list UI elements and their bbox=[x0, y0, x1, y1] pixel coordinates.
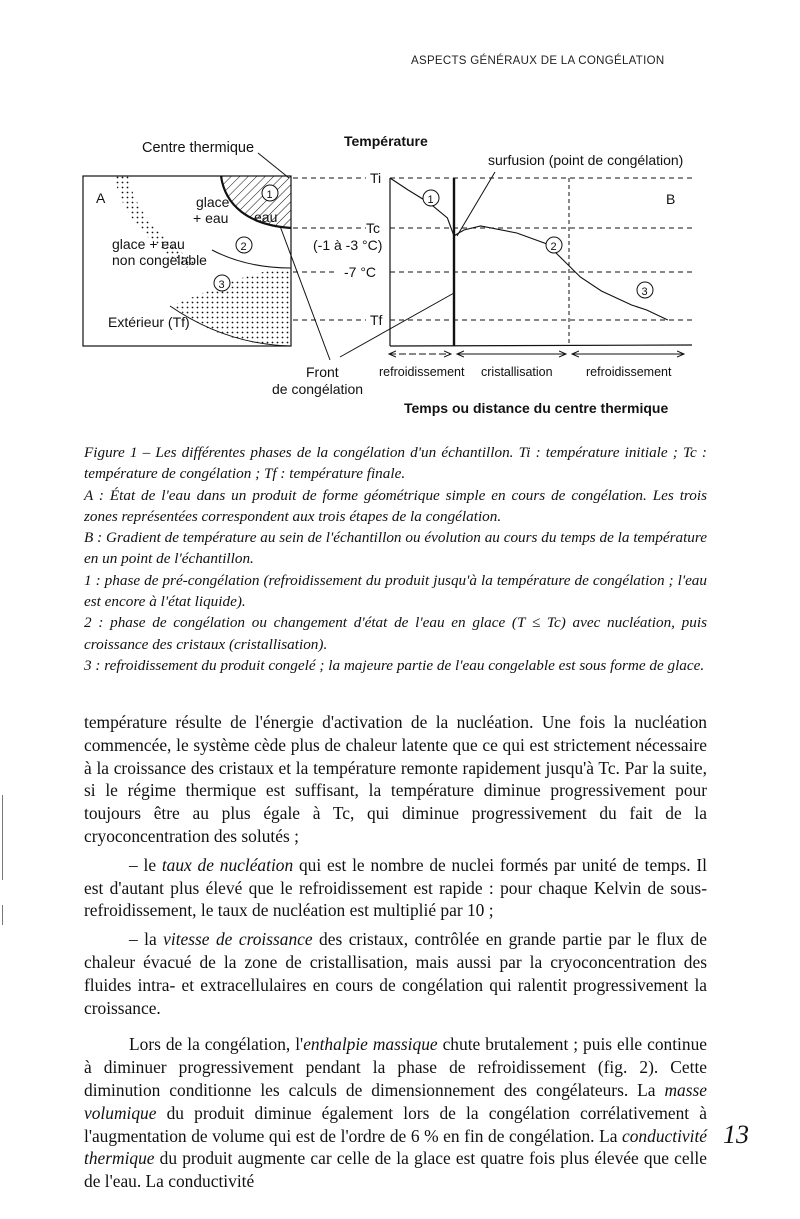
margin-mark bbox=[2, 905, 3, 925]
svg-text:Tc: Tc bbox=[366, 220, 380, 236]
svg-text:1: 1 bbox=[266, 189, 273, 201]
marker-a-3 bbox=[214, 275, 230, 291]
zone-3-region bbox=[173, 268, 291, 346]
panel-a bbox=[83, 140, 454, 397]
svg-text:glace: glace bbox=[196, 194, 230, 210]
front-label-2: de congélation bbox=[272, 381, 364, 397]
svg-text:+ eau: + eau bbox=[193, 210, 229, 226]
marker-b-2 bbox=[546, 237, 562, 253]
svg-text:2: 2 bbox=[550, 241, 557, 253]
caption-2: 2 : phase de congélation ou changement d'état de l'eau en glace (T ≤ Tc) avec nucléation, puis croissance des cristaux (cristallisation). bbox=[84, 614, 707, 653]
svg-text:eau: eau bbox=[254, 209, 278, 225]
front-label: Front bbox=[306, 364, 339, 380]
svg-text:Ti: Ti bbox=[370, 170, 382, 186]
phase-label-3: refroidissement bbox=[586, 365, 672, 379]
figure-caption bbox=[84, 442, 707, 676]
phase-label-2: cristallisation bbox=[481, 365, 553, 379]
panel-b bbox=[379, 152, 692, 416]
x-axis-title: Temps ou distance du centre thermique bbox=[404, 400, 669, 416]
body-text bbox=[84, 711, 707, 1193]
caption-b: B : Gradient de température au sein de l'échantillon ou évolution au cours du temps de la température en un point de l'échantillon. bbox=[84, 529, 707, 568]
svg-text:3: 3 bbox=[218, 279, 225, 291]
marker-a-1 bbox=[262, 185, 278, 201]
running-head: ASPECTS GÉNÉRAUX DE LA CONGÉLATION bbox=[411, 55, 665, 67]
paragraph-2: – le taux de nucléation qui est le nombre de nuclei formés par unité de temps. Il est d'autant plus élevé que le refroidissement est rapide : pour chaque Kelvin de sous-refroidissement, le taux de nucléation est multiplié par 10 ; bbox=[84, 854, 707, 921]
caption-3: 3 : refroidissement du produit congelé ; la majeure partie de l'eau congelable est sous forme de glace. bbox=[84, 656, 705, 674]
x-axis bbox=[390, 345, 692, 346]
svg-text:Extérieur (Tf): Extérieur (Tf) bbox=[108, 314, 190, 330]
surfusion-label: surfusion (point de congélation) bbox=[488, 152, 684, 168]
svg-text:(-1 à -3 °C): (-1 à -3 °C) bbox=[313, 237, 383, 253]
svg-text:Tf: Tf bbox=[370, 312, 383, 328]
caption-1: 1 : phase de pré-congélation (refroidissement du produit jusqu'à la température de congélation ; l'eau est encore à l'état liquide). bbox=[84, 571, 707, 611]
paragraph-4: Lors de la congélation, l'enthalpie massique chute brutalement ; puis elle continue à diminuer progressivement pendant la phase de refroidissement (fig. 2). Cette diminution conditionne les calculs de dimensionnement des congélateurs. La masse volumique du produit diminue également lors de la congélation corrélativement à l'augmentation de volume qui est de l'ordre de 6 % en fin de congélation. La conductivité thermique du produit augmente car celle de la glace est quatre fois plus élevée que celle de l'eau. La conductivité bbox=[84, 1034, 707, 1192]
page-number: 13 bbox=[723, 1120, 749, 1149]
figure-label: Figure 1 bbox=[84, 444, 138, 461]
svg-text:2: 2 bbox=[240, 241, 247, 253]
paragraph-1: température résulte de l'énergie d'activation de la nucléation. Une fois la nucléation commencée, le système cède plus de chaleur latente que ce qui est strictement nécessaire à la croissance des cristaux et la température remonte rapidement jusqu'à Tc. Par la suite, si le régime thermique est suffisant, la température diminue progressivement pour toujours être au plus égale à Tc, qui diminue progressivement du fait de la cryoconcentration des solutés ; bbox=[84, 712, 707, 846]
panel-a-label: A bbox=[96, 190, 106, 206]
svg-text:1: 1 bbox=[427, 194, 434, 206]
svg-text:3: 3 bbox=[641, 286, 648, 298]
margin-mark bbox=[2, 795, 3, 880]
svg-text:glace + eau: glace + eau bbox=[112, 236, 185, 252]
figure-1 bbox=[0, 0, 800, 430]
marker-a-2 bbox=[236, 237, 252, 253]
centre-thermique-label: Centre thermique bbox=[142, 140, 255, 156]
temperature-levels bbox=[293, 133, 428, 328]
phase-label-1: refroidissement bbox=[379, 365, 465, 379]
caption-a: A : État de l'eau dans un produit de forme géométrique simple en cours de congélation. Les trois zones représentées correspondent aux trois étapes de la congélation. bbox=[84, 486, 707, 525]
marker-b-1 bbox=[423, 190, 439, 206]
svg-text:-7 °C: -7 °C bbox=[344, 264, 377, 280]
marker-b-3 bbox=[637, 282, 653, 298]
caption-main: Figure 1 – Les différentes phases de la congélation d'un échantillon. Ti : température initiale ; Tc : température de congélation ; Tf : température finale. bbox=[84, 444, 707, 483]
paragraph-3: – la vitesse de croissance des cristaux, contrôlée en grande partie par le flux de chaleur évacué de la zone de cristallisation, mais aussi par la cryoconcentration des fluides intra- et extracellulaires en cours de congélation qui ralentit progressivement la croissance. bbox=[84, 929, 707, 1018]
svg-text:non congelable: non congelable bbox=[112, 252, 207, 268]
panel-b-label: B bbox=[666, 191, 676, 207]
y-axis-title: Température bbox=[344, 133, 428, 149]
